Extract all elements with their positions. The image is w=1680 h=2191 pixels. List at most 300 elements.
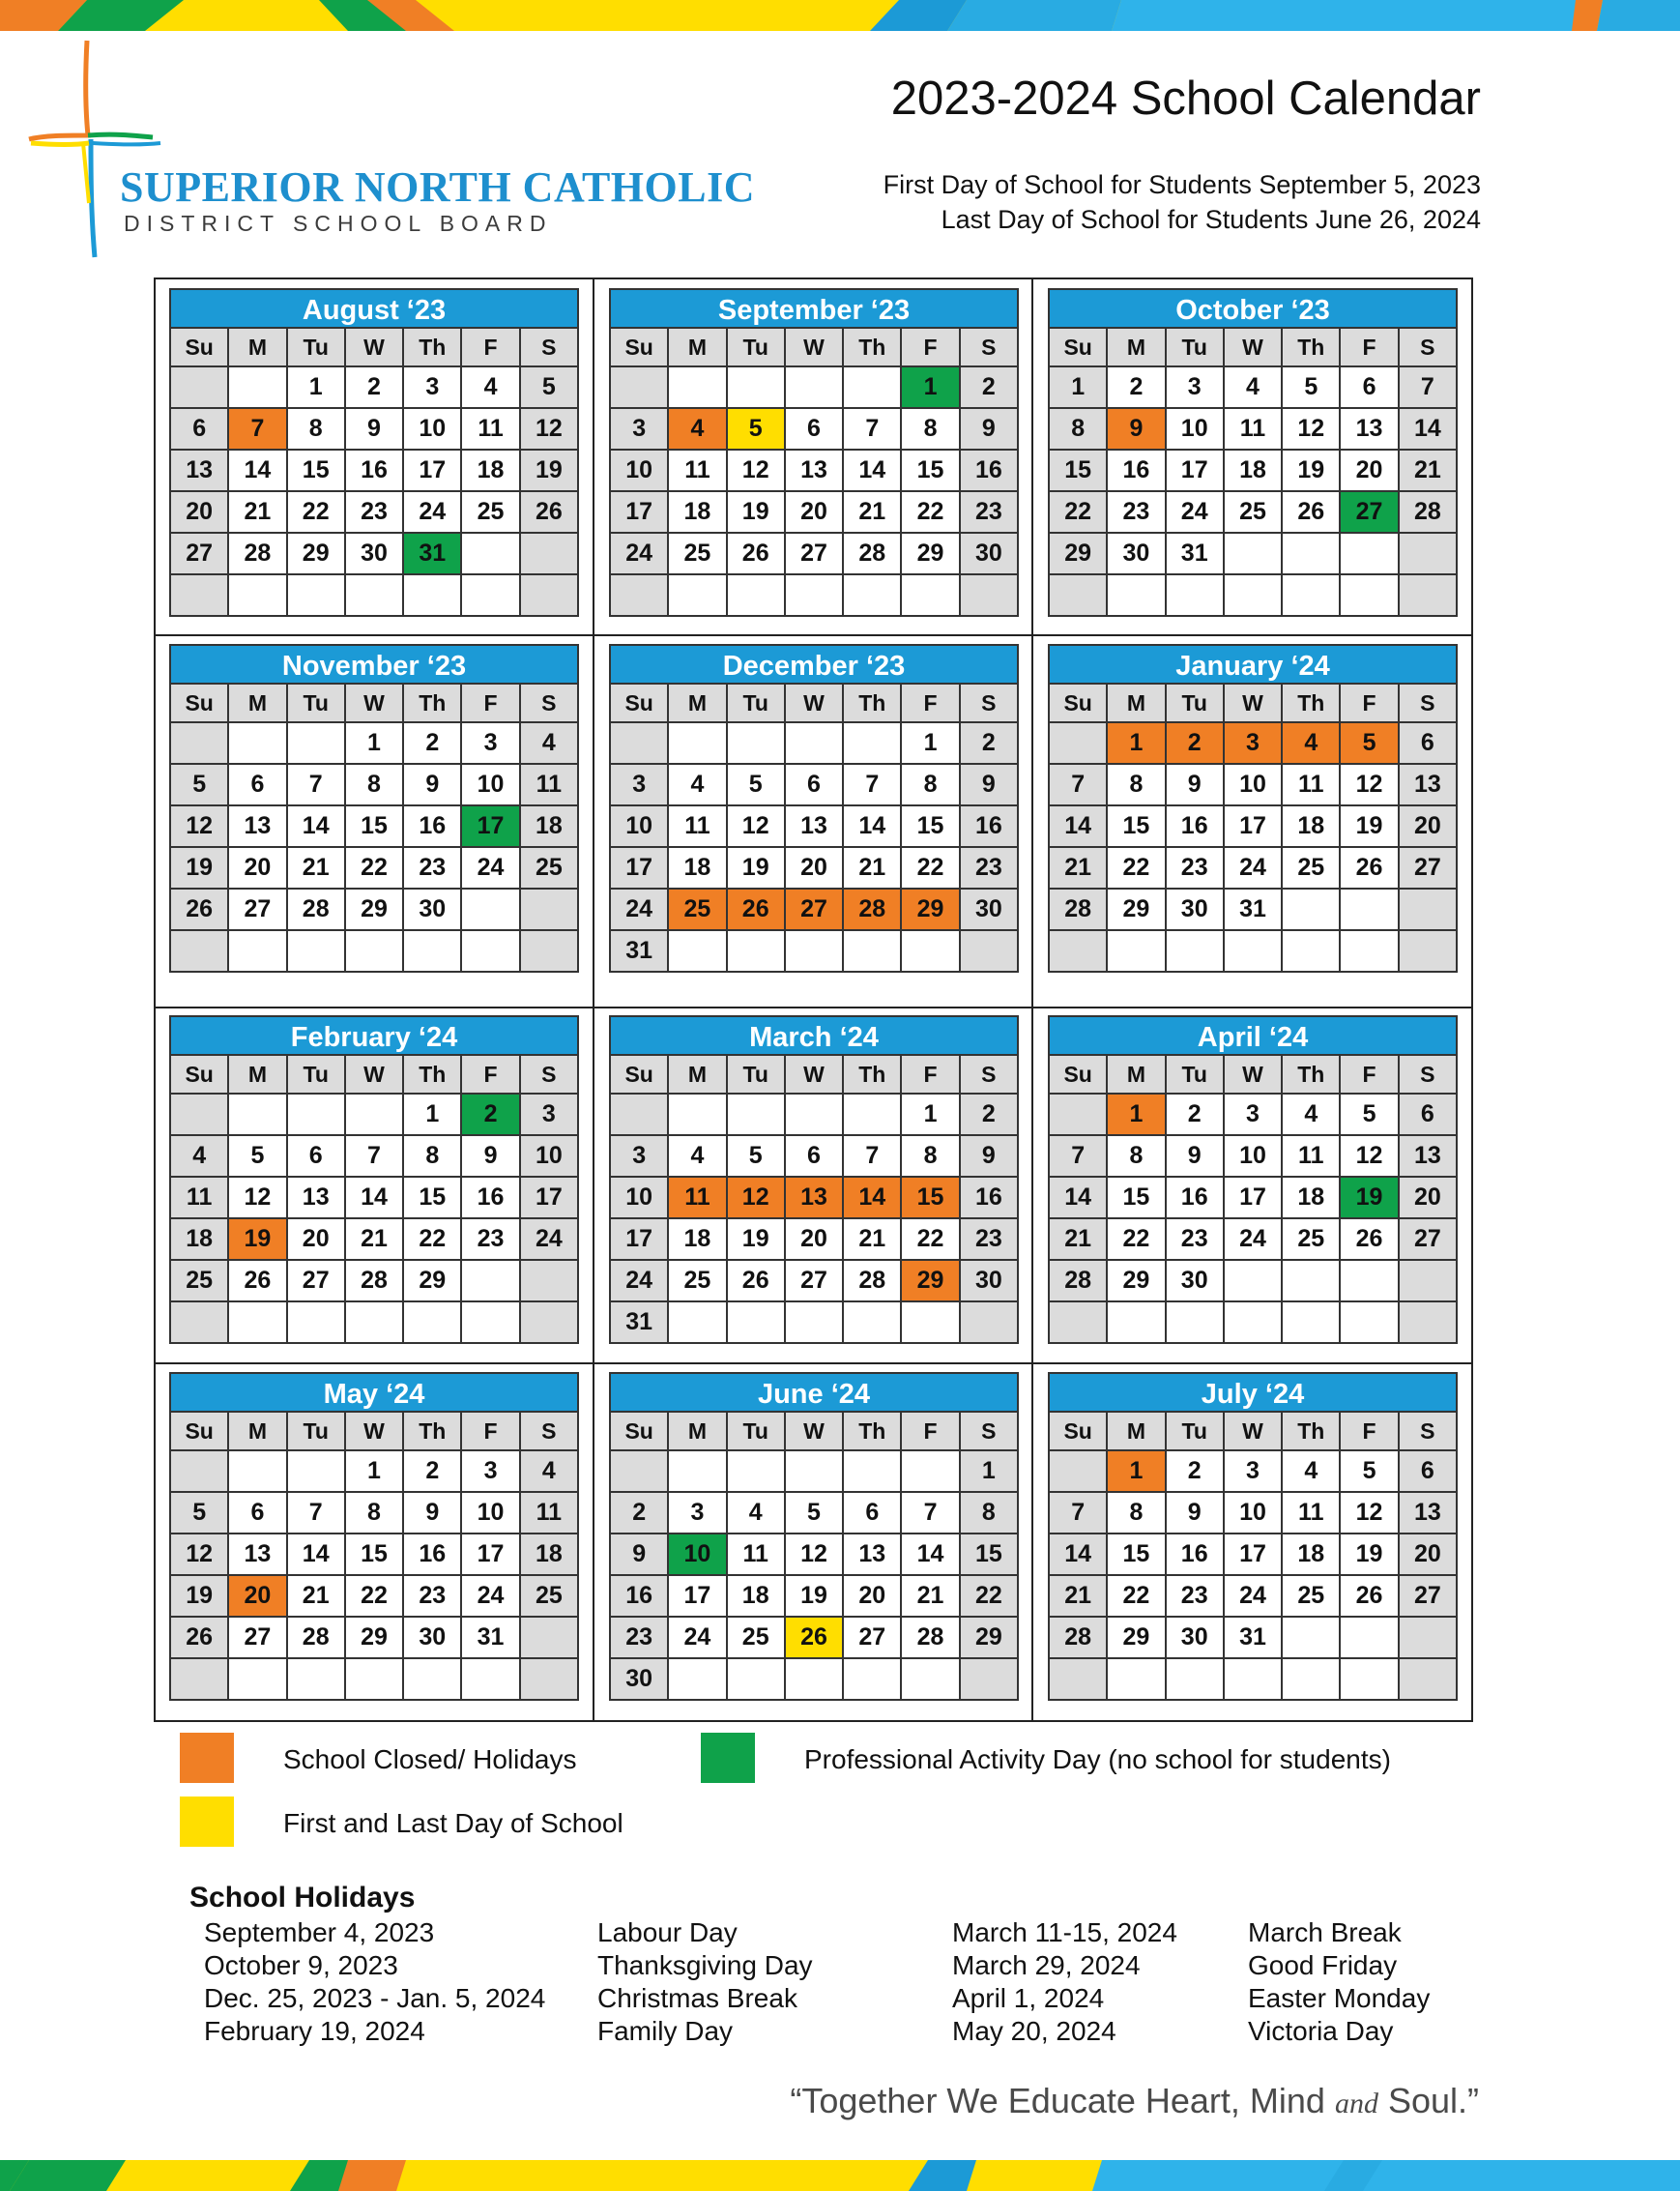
day-cell: 23 bbox=[1166, 847, 1224, 889]
day-cell: 16 bbox=[461, 1177, 519, 1218]
empty-day-cell bbox=[1399, 1260, 1457, 1301]
day-cell: 24 bbox=[403, 491, 461, 533]
weekday-label: M bbox=[228, 328, 286, 366]
day-cell: 22 bbox=[1107, 1575, 1165, 1617]
day-cell: 27 bbox=[785, 533, 843, 574]
weekday-label: M bbox=[668, 328, 726, 366]
day-cell: 25 bbox=[668, 1260, 726, 1301]
day-cell: 27 bbox=[287, 1260, 345, 1301]
day-cell: 4 bbox=[1282, 722, 1340, 764]
empty-day-cell bbox=[1224, 533, 1282, 574]
weekday-label: W bbox=[785, 1055, 843, 1094]
month-title: May ‘24 bbox=[169, 1372, 579, 1411]
day-cell: 18 bbox=[668, 1218, 726, 1260]
day-cell: 24 bbox=[1224, 847, 1282, 889]
day-cell: 30 bbox=[1166, 889, 1224, 930]
day-cell: 16 bbox=[1166, 805, 1224, 847]
weekday-label: S bbox=[520, 684, 578, 722]
empty-day-cell bbox=[170, 574, 228, 616]
day-cell: 28 bbox=[843, 889, 901, 930]
weekday-label: M bbox=[668, 684, 726, 722]
day-cell: 8 bbox=[901, 1135, 959, 1177]
day-cell: 12 bbox=[520, 408, 578, 450]
empty-day-cell bbox=[170, 1301, 228, 1343]
day-cell: 27 bbox=[170, 533, 228, 574]
day-cell: 26 bbox=[727, 889, 785, 930]
empty-day-cell bbox=[228, 930, 286, 972]
empty-day-cell bbox=[1340, 1617, 1398, 1658]
empty-day-cell bbox=[785, 930, 843, 972]
weekday-label: S bbox=[1399, 684, 1457, 722]
day-cell: 31 bbox=[403, 533, 461, 574]
day-cell: 15 bbox=[345, 1534, 403, 1575]
day-cell: 7 bbox=[901, 1492, 959, 1534]
bottom-color-band bbox=[0, 2160, 1680, 2191]
empty-day-cell bbox=[1107, 1301, 1165, 1343]
day-cell: 3 bbox=[1224, 1450, 1282, 1492]
weekday-label: Th bbox=[1282, 328, 1340, 366]
day-cell: 10 bbox=[610, 450, 668, 491]
day-cell: 27 bbox=[785, 1260, 843, 1301]
month-calendar bbox=[609, 644, 1019, 973]
day-cell: 15 bbox=[403, 1177, 461, 1218]
day-cell: 17 bbox=[461, 1534, 519, 1575]
day-cell: 3 bbox=[520, 1094, 578, 1135]
day-cell: 26 bbox=[1340, 847, 1398, 889]
empty-day-cell bbox=[960, 1301, 1018, 1343]
legend-swatch-first-last bbox=[180, 1797, 234, 1847]
day-cell: 21 bbox=[843, 491, 901, 533]
day-cell: 28 bbox=[287, 1617, 345, 1658]
weekday-label: W bbox=[345, 1412, 403, 1450]
empty-day-cell bbox=[287, 930, 345, 972]
day-cell: 4 bbox=[1282, 1450, 1340, 1492]
weekday-label: Th bbox=[1282, 1055, 1340, 1094]
day-cell: 13 bbox=[1399, 764, 1457, 805]
day-cell: 5 bbox=[727, 408, 785, 450]
day-cell: 3 bbox=[461, 722, 519, 764]
day-cell: 30 bbox=[960, 1260, 1018, 1301]
day-cell: 11 bbox=[668, 1177, 726, 1218]
day-cell: 25 bbox=[170, 1260, 228, 1301]
month-title: July ‘24 bbox=[1048, 1372, 1458, 1411]
empty-day-cell bbox=[960, 574, 1018, 616]
weekday-label: W bbox=[785, 684, 843, 722]
day-cell: 5 bbox=[1340, 1450, 1398, 1492]
weekday-label: W bbox=[1224, 1055, 1282, 1094]
legend-label-pa-day: Professional Activity Day (no school for students) bbox=[804, 1744, 1391, 1774]
day-cell: 29 bbox=[403, 1260, 461, 1301]
day-cell: 12 bbox=[170, 805, 228, 847]
day-cell: 7 bbox=[843, 764, 901, 805]
day-cell: 13 bbox=[228, 805, 286, 847]
day-cell: 4 bbox=[727, 1492, 785, 1534]
empty-day-cell bbox=[1399, 930, 1457, 972]
day-cell: 5 bbox=[520, 366, 578, 408]
holiday-name: Victoria Day bbox=[1248, 2016, 1394, 2046]
weekday-label: Tu bbox=[287, 328, 345, 366]
week-row bbox=[170, 930, 578, 972]
day-cell: 30 bbox=[960, 533, 1018, 574]
day-cell: 30 bbox=[345, 533, 403, 574]
week-row bbox=[170, 1492, 578, 1534]
day-cell: 19 bbox=[170, 1575, 228, 1617]
day-cell: 12 bbox=[170, 1534, 228, 1575]
day-cell: 14 bbox=[843, 1177, 901, 1218]
empty-day-cell bbox=[1049, 574, 1107, 616]
day-cell: 9 bbox=[1166, 1135, 1224, 1177]
day-cell: 13 bbox=[1340, 408, 1398, 450]
empty-day-cell bbox=[668, 1658, 726, 1700]
empty-day-cell bbox=[843, 930, 901, 972]
empty-day-cell bbox=[960, 1658, 1018, 1700]
week-row bbox=[610, 930, 1018, 972]
week-row bbox=[610, 1492, 1018, 1534]
empty-day-cell bbox=[785, 1450, 843, 1492]
month-calendar bbox=[169, 1372, 579, 1701]
day-cell: 11 bbox=[668, 450, 726, 491]
week-row bbox=[610, 1534, 1018, 1575]
empty-day-cell bbox=[1282, 1617, 1340, 1658]
empty-day-cell bbox=[1399, 533, 1457, 574]
day-cell: 9 bbox=[461, 1135, 519, 1177]
weekday-label: Th bbox=[1282, 1412, 1340, 1450]
day-cell: 17 bbox=[1224, 805, 1282, 847]
week-row bbox=[610, 764, 1018, 805]
weekday-label: Tu bbox=[727, 684, 785, 722]
empty-day-cell bbox=[668, 930, 726, 972]
day-cell: 1 bbox=[403, 1094, 461, 1135]
empty-day-cell bbox=[1166, 574, 1224, 616]
month-title: February ‘24 bbox=[169, 1015, 579, 1054]
day-cell: 9 bbox=[403, 1492, 461, 1534]
day-cell: 30 bbox=[403, 1617, 461, 1658]
day-cell: 8 bbox=[403, 1135, 461, 1177]
day-cell: 22 bbox=[287, 491, 345, 533]
day-cell: 1 bbox=[901, 366, 959, 408]
empty-day-cell bbox=[727, 1094, 785, 1135]
month-calendar bbox=[1048, 1015, 1458, 1344]
day-cell: 18 bbox=[1224, 450, 1282, 491]
day-cell: 2 bbox=[403, 1450, 461, 1492]
weekday-label: F bbox=[1340, 328, 1398, 366]
day-cell: 15 bbox=[901, 805, 959, 847]
empty-day-cell bbox=[520, 889, 578, 930]
day-cell: 21 bbox=[1049, 1218, 1107, 1260]
day-cell: 7 bbox=[1049, 1492, 1107, 1534]
week-row bbox=[170, 805, 578, 847]
day-cell: 12 bbox=[727, 1177, 785, 1218]
day-cell: 21 bbox=[287, 1575, 345, 1617]
day-cell: 2 bbox=[1166, 722, 1224, 764]
day-cell: 16 bbox=[1166, 1177, 1224, 1218]
day-cell: 11 bbox=[1282, 1492, 1340, 1534]
weekday-label: Su bbox=[170, 1055, 228, 1094]
month-calendar bbox=[1048, 1372, 1458, 1701]
weekday-label: Tu bbox=[287, 1412, 345, 1450]
day-cell: 29 bbox=[1049, 533, 1107, 574]
day-cell: 7 bbox=[1399, 366, 1457, 408]
weekday-label: Tu bbox=[727, 1055, 785, 1094]
day-cell: 24 bbox=[520, 1218, 578, 1260]
day-cell: 4 bbox=[520, 1450, 578, 1492]
first-day-text: First Day of School for Students September 5, 2023 bbox=[883, 170, 1481, 199]
empty-day-cell bbox=[1282, 574, 1340, 616]
weekday-label: Th bbox=[403, 1412, 461, 1450]
day-cell: 15 bbox=[960, 1534, 1018, 1575]
weekday-label: M bbox=[228, 1412, 286, 1450]
day-cell: 13 bbox=[843, 1534, 901, 1575]
month-title: December ‘23 bbox=[609, 644, 1019, 683]
week-row bbox=[170, 1218, 578, 1260]
weekday-label: F bbox=[1340, 1055, 1398, 1094]
day-cell: 16 bbox=[610, 1575, 668, 1617]
weekday-label: W bbox=[1224, 1412, 1282, 1450]
week-row bbox=[170, 450, 578, 491]
day-cell: 29 bbox=[901, 889, 959, 930]
day-cell: 23 bbox=[610, 1617, 668, 1658]
month-calendar bbox=[169, 644, 579, 973]
week-row bbox=[1049, 722, 1457, 764]
week-row bbox=[610, 450, 1018, 491]
day-cell: 12 bbox=[1340, 1492, 1398, 1534]
day-cell: 11 bbox=[520, 1492, 578, 1534]
day-cell: 3 bbox=[1166, 366, 1224, 408]
day-cell: 19 bbox=[727, 847, 785, 889]
empty-day-cell bbox=[461, 574, 519, 616]
day-cell: 2 bbox=[461, 1094, 519, 1135]
empty-day-cell bbox=[170, 930, 228, 972]
day-cell: 27 bbox=[1399, 1218, 1457, 1260]
day-cell: 24 bbox=[610, 1260, 668, 1301]
weekday-label: W bbox=[345, 328, 403, 366]
weekday-label: M bbox=[668, 1055, 726, 1094]
day-cell: 13 bbox=[1399, 1492, 1457, 1534]
day-cell: 22 bbox=[345, 1575, 403, 1617]
day-cell: 29 bbox=[287, 533, 345, 574]
weekday-label: Su bbox=[1049, 1055, 1107, 1094]
month-day-grid bbox=[609, 1054, 1019, 1344]
weekday-header-row bbox=[1049, 328, 1457, 366]
holiday-date: September 4, 2023 bbox=[204, 1917, 435, 1947]
day-cell: 20 bbox=[785, 847, 843, 889]
day-cell: 10 bbox=[1166, 408, 1224, 450]
week-row bbox=[170, 1301, 578, 1343]
day-cell: 22 bbox=[345, 847, 403, 889]
day-cell: 20 bbox=[785, 1218, 843, 1260]
weekday-label: S bbox=[520, 1055, 578, 1094]
weekday-label: Su bbox=[170, 328, 228, 366]
month-title: April ‘24 bbox=[1048, 1015, 1458, 1054]
day-cell: 22 bbox=[1107, 847, 1165, 889]
day-cell: 6 bbox=[170, 408, 228, 450]
day-cell: 28 bbox=[345, 1260, 403, 1301]
empty-day-cell bbox=[843, 574, 901, 616]
empty-day-cell bbox=[1107, 1658, 1165, 1700]
day-cell: 20 bbox=[228, 847, 286, 889]
month-calendar bbox=[169, 1015, 579, 1344]
day-cell: 30 bbox=[1166, 1617, 1224, 1658]
empty-day-cell bbox=[1340, 889, 1398, 930]
week-row bbox=[170, 847, 578, 889]
day-cell: 24 bbox=[610, 533, 668, 574]
empty-day-cell bbox=[461, 1301, 519, 1343]
day-cell: 3 bbox=[1224, 722, 1282, 764]
weekday-label: W bbox=[785, 328, 843, 366]
day-cell: 26 bbox=[1282, 491, 1340, 533]
week-row bbox=[1049, 847, 1457, 889]
weekday-label: Su bbox=[1049, 1412, 1107, 1450]
day-cell: 26 bbox=[228, 1260, 286, 1301]
day-cell: 10 bbox=[461, 1492, 519, 1534]
empty-day-cell bbox=[785, 1094, 843, 1135]
day-cell: 22 bbox=[901, 491, 959, 533]
empty-day-cell bbox=[843, 366, 901, 408]
day-cell: 19 bbox=[727, 491, 785, 533]
day-cell: 25 bbox=[727, 1617, 785, 1658]
week-row bbox=[1049, 889, 1457, 930]
day-cell: 18 bbox=[668, 491, 726, 533]
weekday-label: F bbox=[461, 1055, 519, 1094]
empty-day-cell bbox=[345, 1658, 403, 1700]
week-row bbox=[170, 408, 578, 450]
empty-day-cell bbox=[1049, 1658, 1107, 1700]
weekday-label: Tu bbox=[727, 1412, 785, 1450]
day-cell: 21 bbox=[843, 1218, 901, 1260]
day-cell: 25 bbox=[668, 889, 726, 930]
empty-day-cell bbox=[843, 1450, 901, 1492]
week-row bbox=[170, 722, 578, 764]
day-cell: 5 bbox=[170, 1492, 228, 1534]
day-cell: 25 bbox=[1282, 1575, 1340, 1617]
holiday-date: October 9, 2023 bbox=[204, 1950, 398, 1980]
weekday-label: Su bbox=[170, 1412, 228, 1450]
day-cell: 8 bbox=[1107, 764, 1165, 805]
day-cell: 3 bbox=[1224, 1094, 1282, 1135]
day-cell: 23 bbox=[960, 1218, 1018, 1260]
day-cell: 18 bbox=[170, 1218, 228, 1260]
day-cell: 2 bbox=[403, 722, 461, 764]
day-cell: 15 bbox=[1049, 450, 1107, 491]
day-cell: 5 bbox=[727, 1135, 785, 1177]
weekday-header-row bbox=[170, 1055, 578, 1094]
weekday-label: M bbox=[1107, 1055, 1165, 1094]
empty-day-cell bbox=[1166, 1658, 1224, 1700]
weekday-header-row bbox=[610, 328, 1018, 366]
empty-day-cell bbox=[520, 574, 578, 616]
empty-day-cell bbox=[1224, 930, 1282, 972]
week-row bbox=[170, 1534, 578, 1575]
day-cell: 18 bbox=[520, 1534, 578, 1575]
empty-day-cell bbox=[1049, 722, 1107, 764]
top-color-band bbox=[0, 0, 1680, 31]
week-row bbox=[610, 1301, 1018, 1343]
day-cell: 29 bbox=[1107, 1617, 1165, 1658]
day-cell: 20 bbox=[785, 491, 843, 533]
week-row bbox=[170, 366, 578, 408]
month-day-grid bbox=[609, 1411, 1019, 1701]
day-cell: 1 bbox=[287, 366, 345, 408]
week-row bbox=[170, 1260, 578, 1301]
weekday-label: Su bbox=[610, 328, 668, 366]
empty-day-cell bbox=[287, 1658, 345, 1700]
day-cell: 25 bbox=[520, 847, 578, 889]
day-cell: 1 bbox=[1107, 1094, 1165, 1135]
empty-day-cell bbox=[1340, 1260, 1398, 1301]
empty-day-cell bbox=[1224, 574, 1282, 616]
motto-text-and: and bbox=[1334, 2088, 1378, 2119]
day-cell: 19 bbox=[1340, 805, 1398, 847]
day-cell: 18 bbox=[727, 1575, 785, 1617]
day-cell: 26 bbox=[170, 889, 228, 930]
weekday-label: S bbox=[960, 1412, 1018, 1450]
day-cell: 7 bbox=[287, 1492, 345, 1534]
weekday-label: Tu bbox=[1166, 1412, 1224, 1450]
day-cell: 23 bbox=[1107, 491, 1165, 533]
day-cell: 15 bbox=[1107, 1534, 1165, 1575]
day-cell: 21 bbox=[287, 847, 345, 889]
weekday-header-row bbox=[170, 328, 578, 366]
day-cell: 25 bbox=[668, 533, 726, 574]
empty-day-cell bbox=[1049, 1094, 1107, 1135]
day-cell: 9 bbox=[610, 1534, 668, 1575]
empty-day-cell bbox=[843, 1301, 901, 1343]
holiday-name: Labour Day bbox=[597, 1917, 738, 1947]
empty-day-cell bbox=[785, 722, 843, 764]
day-cell: 31 bbox=[610, 930, 668, 972]
empty-day-cell bbox=[1399, 889, 1457, 930]
empty-day-cell bbox=[170, 1094, 228, 1135]
day-cell: 22 bbox=[1107, 1218, 1165, 1260]
day-cell: 27 bbox=[843, 1617, 901, 1658]
week-row bbox=[610, 574, 1018, 616]
day-cell: 8 bbox=[1049, 408, 1107, 450]
day-cell: 9 bbox=[960, 1135, 1018, 1177]
day-cell: 23 bbox=[960, 491, 1018, 533]
empty-day-cell bbox=[1282, 1260, 1340, 1301]
empty-day-cell bbox=[668, 722, 726, 764]
day-cell: 26 bbox=[785, 1617, 843, 1658]
day-cell: 14 bbox=[843, 805, 901, 847]
day-cell: 8 bbox=[1107, 1135, 1165, 1177]
week-row bbox=[1049, 1177, 1457, 1218]
holiday-name: Easter Monday bbox=[1248, 1983, 1431, 2013]
day-cell: 23 bbox=[1166, 1218, 1224, 1260]
empty-day-cell bbox=[228, 1450, 286, 1492]
day-cell: 18 bbox=[1282, 1534, 1340, 1575]
day-cell: 19 bbox=[727, 1218, 785, 1260]
empty-day-cell bbox=[403, 1301, 461, 1343]
day-cell: 14 bbox=[1049, 1534, 1107, 1575]
day-cell: 11 bbox=[727, 1534, 785, 1575]
empty-day-cell bbox=[461, 1260, 519, 1301]
empty-day-cell bbox=[785, 574, 843, 616]
empty-day-cell bbox=[461, 533, 519, 574]
holiday-date: February 19, 2024 bbox=[204, 2016, 425, 2046]
week-row bbox=[1049, 1218, 1457, 1260]
week-row bbox=[610, 408, 1018, 450]
day-cell: 30 bbox=[403, 889, 461, 930]
day-cell: 6 bbox=[1399, 1450, 1457, 1492]
day-cell: 15 bbox=[287, 450, 345, 491]
weekday-label: Tu bbox=[1166, 684, 1224, 722]
week-row bbox=[170, 1450, 578, 1492]
weekday-label: F bbox=[461, 1412, 519, 1450]
day-cell: 12 bbox=[727, 450, 785, 491]
empty-day-cell bbox=[1224, 1301, 1282, 1343]
day-cell: 9 bbox=[1107, 408, 1165, 450]
day-cell: 14 bbox=[1049, 1177, 1107, 1218]
